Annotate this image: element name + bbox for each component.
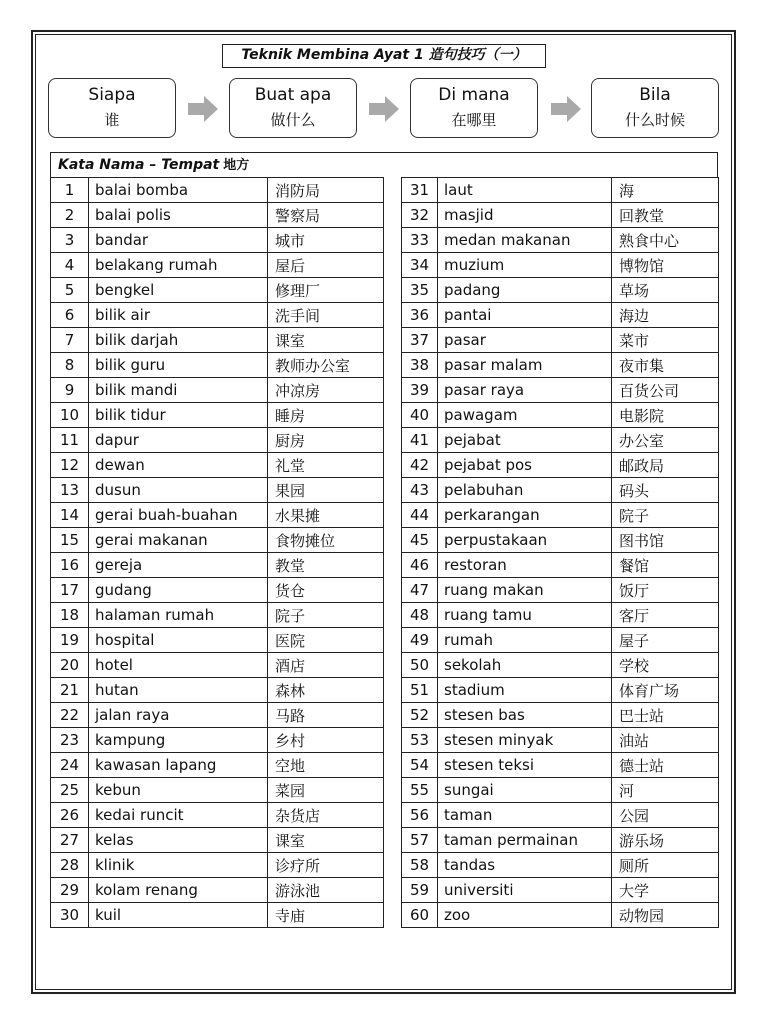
word-number: 8	[51, 353, 89, 378]
malay-word: taman permainan	[438, 828, 612, 853]
malay-word: padang	[438, 278, 612, 303]
malay-word: bilik darjah	[89, 328, 268, 353]
column-gap	[384, 753, 402, 778]
word-number: 28	[51, 853, 89, 878]
word-number: 11	[51, 428, 89, 453]
table-row	[51, 178, 719, 203]
chinese-translation: 果园	[268, 478, 384, 503]
malay-word: bengkel	[89, 278, 268, 303]
malay-word: kawasan lapang	[89, 753, 268, 778]
table-row	[51, 378, 719, 403]
column-gap	[384, 903, 402, 928]
word-number: 53	[402, 728, 438, 753]
chinese-translation: 教堂	[268, 553, 384, 578]
chinese-translation: 大学	[612, 878, 719, 903]
chinese-translation: 乡村	[268, 728, 384, 753]
table-row	[51, 828, 719, 853]
chinese-translation: 消防局	[268, 178, 384, 203]
column-gap	[384, 303, 402, 328]
column-gap	[384, 528, 402, 553]
malay-word: rumah	[438, 628, 612, 653]
table-row	[51, 853, 719, 878]
column-gap	[384, 853, 402, 878]
chinese-translation: 动物园	[612, 903, 719, 928]
malay-word: kelas	[89, 828, 268, 853]
chinese-translation: 图书馆	[612, 528, 719, 553]
arrow-right-icon	[369, 96, 399, 122]
word-number: 51	[402, 678, 438, 703]
chinese-translation: 游乐场	[612, 828, 719, 853]
malay-word: stesen minyak	[438, 728, 612, 753]
column-gap	[384, 228, 402, 253]
table-row	[51, 728, 719, 753]
table-row	[51, 578, 719, 603]
table-row	[51, 453, 719, 478]
table-row	[51, 278, 719, 303]
chinese-translation: 客厅	[612, 603, 719, 628]
word-number: 43	[402, 478, 438, 503]
table-row	[51, 503, 719, 528]
word-number: 25	[51, 778, 89, 803]
malay-word: kedai runcit	[89, 803, 268, 828]
chinese-translation: 货仓	[268, 578, 384, 603]
step-label: Siapa	[88, 85, 136, 105]
column-gap	[384, 778, 402, 803]
step-chinese: 做什么	[270, 111, 316, 129]
word-number: 39	[402, 378, 438, 403]
chinese-translation: 杂货店	[268, 803, 384, 828]
malay-word: gerai makanan	[89, 528, 268, 553]
table-row	[51, 903, 719, 928]
malay-word: laut	[438, 178, 612, 203]
chinese-translation: 回教堂	[612, 203, 719, 228]
column-gap	[384, 478, 402, 503]
step-what	[229, 78, 357, 138]
malay-word: halaman rumah	[89, 603, 268, 628]
chinese-translation: 博物馆	[612, 253, 719, 278]
malay-word: stesen bas	[438, 703, 612, 728]
chinese-translation: 食物摊位	[268, 528, 384, 553]
chinese-translation: 屋子	[612, 628, 719, 653]
malay-word: balai bomba	[89, 178, 268, 203]
malay-word: gerai buah-buahan	[89, 503, 268, 528]
word-number: 14	[51, 503, 89, 528]
chinese-translation: 海边	[612, 303, 719, 328]
chinese-translation: 睡房	[268, 403, 384, 428]
table-row	[51, 753, 719, 778]
chinese-translation: 河	[612, 778, 719, 803]
word-number: 24	[51, 753, 89, 778]
malay-word: kuil	[89, 903, 268, 928]
column-gap	[384, 453, 402, 478]
sentence-steps	[48, 78, 720, 140]
chinese-translation: 警察局	[268, 203, 384, 228]
column-gap	[384, 703, 402, 728]
column-gap	[384, 603, 402, 628]
chinese-translation: 油站	[612, 728, 719, 753]
word-number: 4	[51, 253, 89, 278]
step-when	[591, 78, 719, 138]
word-number: 6	[51, 303, 89, 328]
chinese-translation: 礼堂	[268, 453, 384, 478]
word-number: 45	[402, 528, 438, 553]
step-where	[410, 78, 538, 138]
word-number: 46	[402, 553, 438, 578]
chinese-translation: 菜市	[612, 328, 719, 353]
malay-word: gereja	[89, 553, 268, 578]
chinese-translation: 夜市集	[612, 353, 719, 378]
malay-word: kolam renang	[89, 878, 268, 903]
malay-word: dusun	[89, 478, 268, 503]
table-row	[51, 353, 719, 378]
word-number: 22	[51, 703, 89, 728]
word-number: 60	[402, 903, 438, 928]
table-row	[51, 428, 719, 453]
chinese-translation: 饭厅	[612, 578, 719, 603]
step-label: Di mana	[438, 85, 510, 105]
malay-word: pantai	[438, 303, 612, 328]
arrow-right-icon	[551, 96, 581, 122]
word-number: 18	[51, 603, 89, 628]
word-number: 40	[402, 403, 438, 428]
column-gap	[384, 828, 402, 853]
malay-word: taman	[438, 803, 612, 828]
table-row	[51, 878, 719, 903]
malay-word: bilik tidur	[89, 403, 268, 428]
word-number: 21	[51, 678, 89, 703]
chinese-translation: 厕所	[612, 853, 719, 878]
malay-word: tandas	[438, 853, 612, 878]
chinese-translation: 游泳池	[268, 878, 384, 903]
malay-word: medan makanan	[438, 228, 612, 253]
table-row	[51, 653, 719, 678]
word-number: 5	[51, 278, 89, 303]
malay-word: pasar raya	[438, 378, 612, 403]
word-number: 44	[402, 503, 438, 528]
column-gap	[384, 203, 402, 228]
malay-word: pejabat pos	[438, 453, 612, 478]
malay-word: pelabuhan	[438, 478, 612, 503]
chinese-translation: 城市	[268, 228, 384, 253]
chinese-translation: 院子	[268, 603, 384, 628]
chinese-translation: 熟食中心	[612, 228, 719, 253]
word-number: 31	[402, 178, 438, 203]
chinese-translation: 空地	[268, 753, 384, 778]
chinese-translation: 冲凉房	[268, 378, 384, 403]
chinese-translation: 医院	[268, 628, 384, 653]
step-label: Buat apa	[254, 85, 332, 105]
malay-word: bandar	[89, 228, 268, 253]
column-gap	[384, 628, 402, 653]
chinese-translation: 寺庙	[268, 903, 384, 928]
chinese-translation: 邮政局	[612, 453, 719, 478]
table-row	[51, 203, 719, 228]
malay-word: hutan	[89, 678, 268, 703]
table-row	[51, 303, 719, 328]
chinese-translation: 洗手间	[268, 303, 384, 328]
word-number: 20	[51, 653, 89, 678]
word-number: 55	[402, 778, 438, 803]
column-gap	[384, 353, 402, 378]
table-row	[51, 228, 719, 253]
chinese-translation: 餐馆	[612, 553, 719, 578]
column-gap	[384, 253, 402, 278]
malay-word: zoo	[438, 903, 612, 928]
table-row	[51, 678, 719, 703]
word-number: 33	[402, 228, 438, 253]
column-gap	[384, 653, 402, 678]
chinese-translation: 酒店	[268, 653, 384, 678]
chinese-translation: 公园	[612, 803, 719, 828]
word-number: 17	[51, 578, 89, 603]
section-heading	[50, 152, 718, 177]
chinese-translation: 巴士站	[612, 703, 719, 728]
word-number: 12	[51, 453, 89, 478]
malay-word: pasar	[438, 328, 612, 353]
malay-word: jalan raya	[89, 703, 268, 728]
malay-word: balai polis	[89, 203, 268, 228]
step-chinese: 什么时候	[624, 111, 685, 129]
malay-word: masjid	[438, 203, 612, 228]
word-number: 16	[51, 553, 89, 578]
chinese-translation: 修理厂	[268, 278, 384, 303]
malay-word: dapur	[89, 428, 268, 453]
word-number: 27	[51, 828, 89, 853]
table-row	[51, 553, 719, 578]
malay-word: belakang rumah	[89, 253, 268, 278]
word-number: 37	[402, 328, 438, 353]
chinese-translation: 办公室	[612, 428, 719, 453]
chinese-translation: 百货公司	[612, 378, 719, 403]
malay-word: ruang tamu	[438, 603, 612, 628]
word-number: 42	[402, 453, 438, 478]
step-chinese: 在哪里	[451, 111, 497, 129]
word-number: 41	[402, 428, 438, 453]
table-row	[51, 803, 719, 828]
column-gap	[384, 178, 402, 203]
chinese-translation: 学校	[612, 653, 719, 678]
column-gap	[384, 553, 402, 578]
word-number: 29	[51, 878, 89, 903]
word-number: 19	[51, 628, 89, 653]
table-row	[51, 628, 719, 653]
column-gap	[384, 728, 402, 753]
word-number: 2	[51, 203, 89, 228]
table-row	[51, 328, 719, 353]
chinese-translation: 码头	[612, 478, 719, 503]
step-chinese: 谁	[104, 111, 120, 129]
table-row	[51, 478, 719, 503]
table-row	[51, 603, 719, 628]
word-number: 48	[402, 603, 438, 628]
word-number: 32	[402, 203, 438, 228]
malay-word: stadium	[438, 678, 612, 703]
malay-word: hotel	[89, 653, 268, 678]
word-number: 47	[402, 578, 438, 603]
chinese-translation: 体育广场	[612, 678, 719, 703]
malay-word: stesen teksi	[438, 753, 612, 778]
column-gap	[384, 328, 402, 353]
malay-word: muzium	[438, 253, 612, 278]
arrow-right-icon	[188, 96, 218, 122]
word-number: 52	[402, 703, 438, 728]
word-number: 15	[51, 528, 89, 553]
word-number: 56	[402, 803, 438, 828]
chinese-translation: 草场	[612, 278, 719, 303]
chinese-translation: 教师办公室	[268, 353, 384, 378]
word-number: 1	[51, 178, 89, 203]
table-row	[51, 528, 719, 553]
word-number: 58	[402, 853, 438, 878]
column-gap	[384, 678, 402, 703]
column-gap	[384, 428, 402, 453]
word-number: 34	[402, 253, 438, 278]
malay-word: gudang	[89, 578, 268, 603]
malay-word: sungai	[438, 778, 612, 803]
step-who	[48, 78, 176, 138]
word-number: 3	[51, 228, 89, 253]
chinese-translation: 院子	[612, 503, 719, 528]
word-number: 9	[51, 378, 89, 403]
column-gap	[384, 378, 402, 403]
step-label: Bila	[639, 85, 671, 105]
malay-word: pasar malam	[438, 353, 612, 378]
malay-word: kebun	[89, 778, 268, 803]
word-number: 54	[402, 753, 438, 778]
chinese-translation: 诊疗所	[268, 853, 384, 878]
word-number: 10	[51, 403, 89, 428]
vocabulary-table	[50, 152, 718, 928]
malay-word: klinik	[89, 853, 268, 878]
malay-word: ruang makan	[438, 578, 612, 603]
page-title: Teknik Membina Ayat 1 造句技巧（一）	[222, 44, 546, 68]
word-number: 57	[402, 828, 438, 853]
section-label: Kata Nama – Tempat	[58, 157, 220, 173]
malay-word: dewan	[89, 453, 268, 478]
malay-word: pejabat	[438, 428, 612, 453]
column-gap	[384, 803, 402, 828]
word-number: 7	[51, 328, 89, 353]
word-number: 49	[402, 628, 438, 653]
chinese-translation: 海	[612, 178, 719, 203]
table-row	[51, 253, 719, 278]
malay-word: kampung	[89, 728, 268, 753]
word-number: 50	[402, 653, 438, 678]
column-gap	[384, 403, 402, 428]
malay-word: hospital	[89, 628, 268, 653]
malay-word: bilik mandi	[89, 378, 268, 403]
malay-word: bilik air	[89, 303, 268, 328]
column-gap	[384, 278, 402, 303]
word-number: 35	[402, 278, 438, 303]
chinese-translation: 马路	[268, 703, 384, 728]
chinese-translation: 森林	[268, 678, 384, 703]
malay-word: perkarangan	[438, 503, 612, 528]
chinese-translation: 课室	[268, 828, 384, 853]
malay-word: universiti	[438, 878, 612, 903]
chinese-translation: 课室	[268, 328, 384, 353]
word-number: 59	[402, 878, 438, 903]
chinese-translation: 厨房	[268, 428, 384, 453]
column-gap	[384, 503, 402, 528]
table-row	[51, 703, 719, 728]
word-number: 23	[51, 728, 89, 753]
chinese-translation: 电影院	[612, 403, 719, 428]
section-chinese: 地方	[223, 158, 250, 173]
word-number: 13	[51, 478, 89, 503]
chinese-translation: 水果摊	[268, 503, 384, 528]
malay-word: perpustakaan	[438, 528, 612, 553]
malay-word: pawagam	[438, 403, 612, 428]
malay-word: sekolah	[438, 653, 612, 678]
column-gap	[384, 878, 402, 903]
malay-word: bilik guru	[89, 353, 268, 378]
table-row	[51, 403, 719, 428]
malay-word: restoran	[438, 553, 612, 578]
word-number: 26	[51, 803, 89, 828]
word-number: 36	[402, 303, 438, 328]
chinese-translation: 德士站	[612, 753, 719, 778]
chinese-translation: 屋后	[268, 253, 384, 278]
word-list	[50, 177, 719, 928]
chinese-translation: 菜园	[268, 778, 384, 803]
column-gap	[384, 578, 402, 603]
word-number: 30	[51, 903, 89, 928]
word-number: 38	[402, 353, 438, 378]
table-row	[51, 778, 719, 803]
